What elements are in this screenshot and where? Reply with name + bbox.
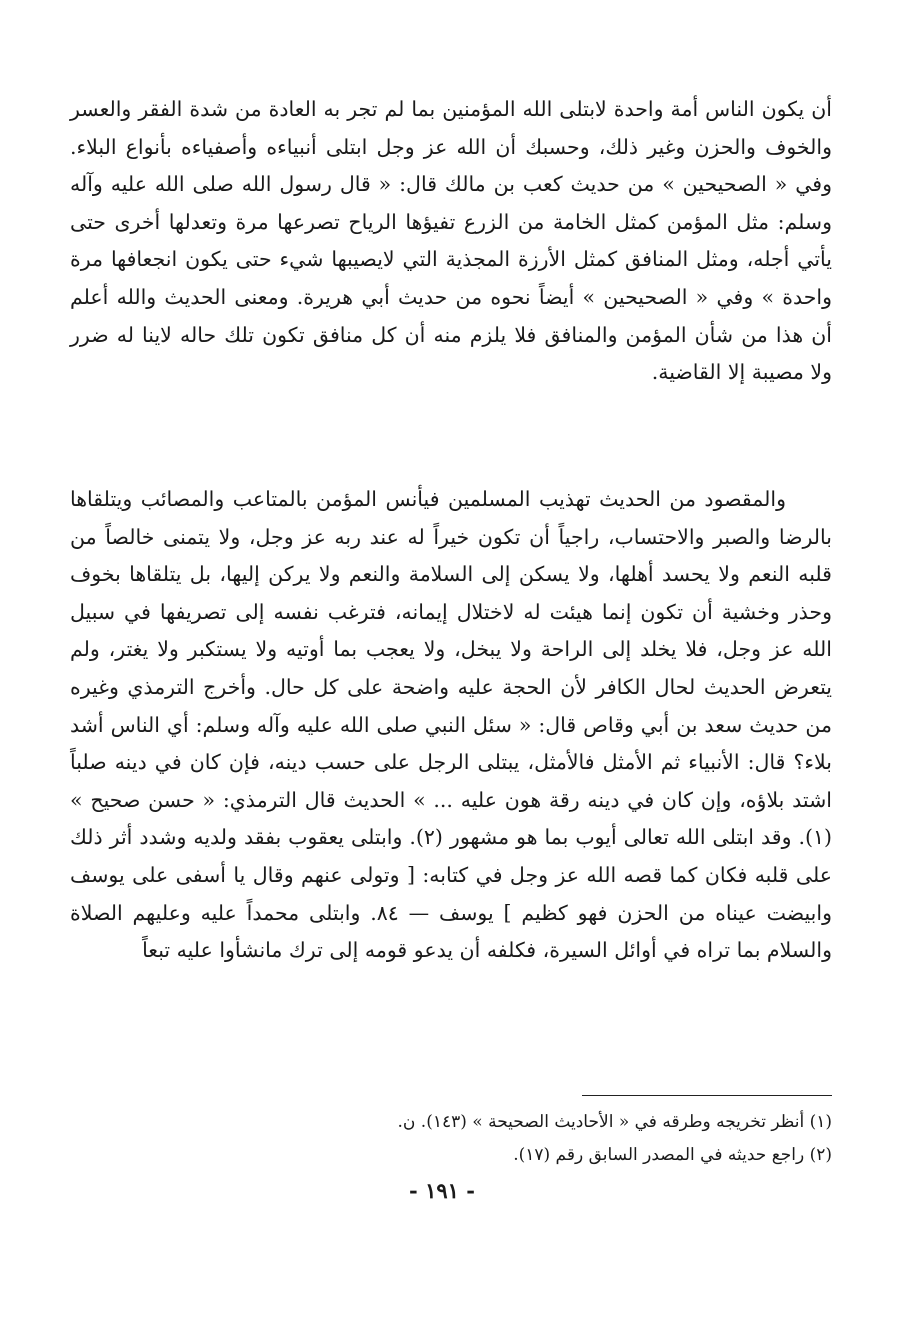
footnotes [240,1106,832,1172]
footnote-1: (١) أنظر تخريجه وطرقه في « الأحاديث الصحيحة » (١٤٣). ن. [397,1112,832,1132]
paragraph-2: والمقصود من الحديث تهذيب المسلمين فيأنس المؤمن بالمتاعب والمصائب ويتلقاها بالرضا والصبر والاحتساب، راجياً أن تكون خيراً له عند ربه عز وجل، ولا يتمنى خالصاً من قلبه النعم ولا يحسد أهلها، ولا يسكن إلى السلامة والنعم ولا يركن إليها، بل يتلقاها بخوف وحذر وخشية أن تكون إنما هيئت له لاختلال إيمانه، فترغب نفسه إلى تصريفها في سبيل الله عز وجل، فلا يخلد إلى الراحة ولا يبخل، ولا يعجب بما أوتيه ولا يستكبر ولا يغتر، ولم يتعرض الحديث لحال الكافر لأن الحجة عليه واضحة على كل حال. وأخرج الترمذي وغيره من حديث سعد بن أبي وقاص قال: « سئل النبي صلى الله عليه وآله وسلم: أي الناس أشد بلاء؟ قال: الأنبياء ثم الأمثل فالأمثل، يبتلى الرجل على حسب دينه، فإن كان في دينه صلباً اشتد بلاؤه، وإن كان في دينه رقة هون عليه ... » الحديث قال الترمذي: « حسن صحيح » (١). وقد ابتلى الله تعالى أيوب بما هو مشهور (٢). وابتلى يعقوب بفقد ولديه وشدد أثر ذلك على قلبه فكان كما قصه الله عز وجل في كتابه: [ وتولى عنهم وقال يا أسفى على يوسف وابيضت عيناه من الحزن فهو كظيم ] يوسف — ٨٤. وابتلى محمداً عليه وعليهم الصلاة والسلام بما تراه في أوائل السيرة، فكلفه أن يدعو قومه إلى ترك مانشأوا عليه تبعاً [70,487,832,963]
footnote-separator [582,1095,832,1096]
page-number: - ١٩١ - [409,1178,475,1203]
footnote-2: (٢) راجع حديثه في المصدر السابق رقم (١٧). [513,1145,832,1165]
paragraph-1: أن يكون الناس أمة واحدة لابتلى الله المؤمنين بما لم تجر به العادة من شدة الفقر والعسر والخوف والحزن وغير ذلك، وحسبك أن الله عز وجل ابتلى أنبياءه وأصفياءه بأنواع البلاء. وفي « الصحيحين » من حديث كعب بن مالك قال: « قال رسول الله صلى الله عليه وآله وسلم: مثل المؤمن كمثل الخامة من الزرع تفيؤها الرياح تصرعها مرة وتعدلها أخرى حتى يأتي أجله، ومثل المنافق كمثل الأرزة المجذية التي لايصيبها شيء حتى يكون انجعافها مرة واحدة » وفي « الصحيحين » أيضاً نحوه من حديث أبي هريرة. ومعنى الحديث والله أعلم أن هذا من شأن المؤمن والمنافق فلا يلزم منه أن كل منافق تكون تلك حاله لاينا له ضرر ولا مصيبة إلا القاضية. [70,97,833,385]
